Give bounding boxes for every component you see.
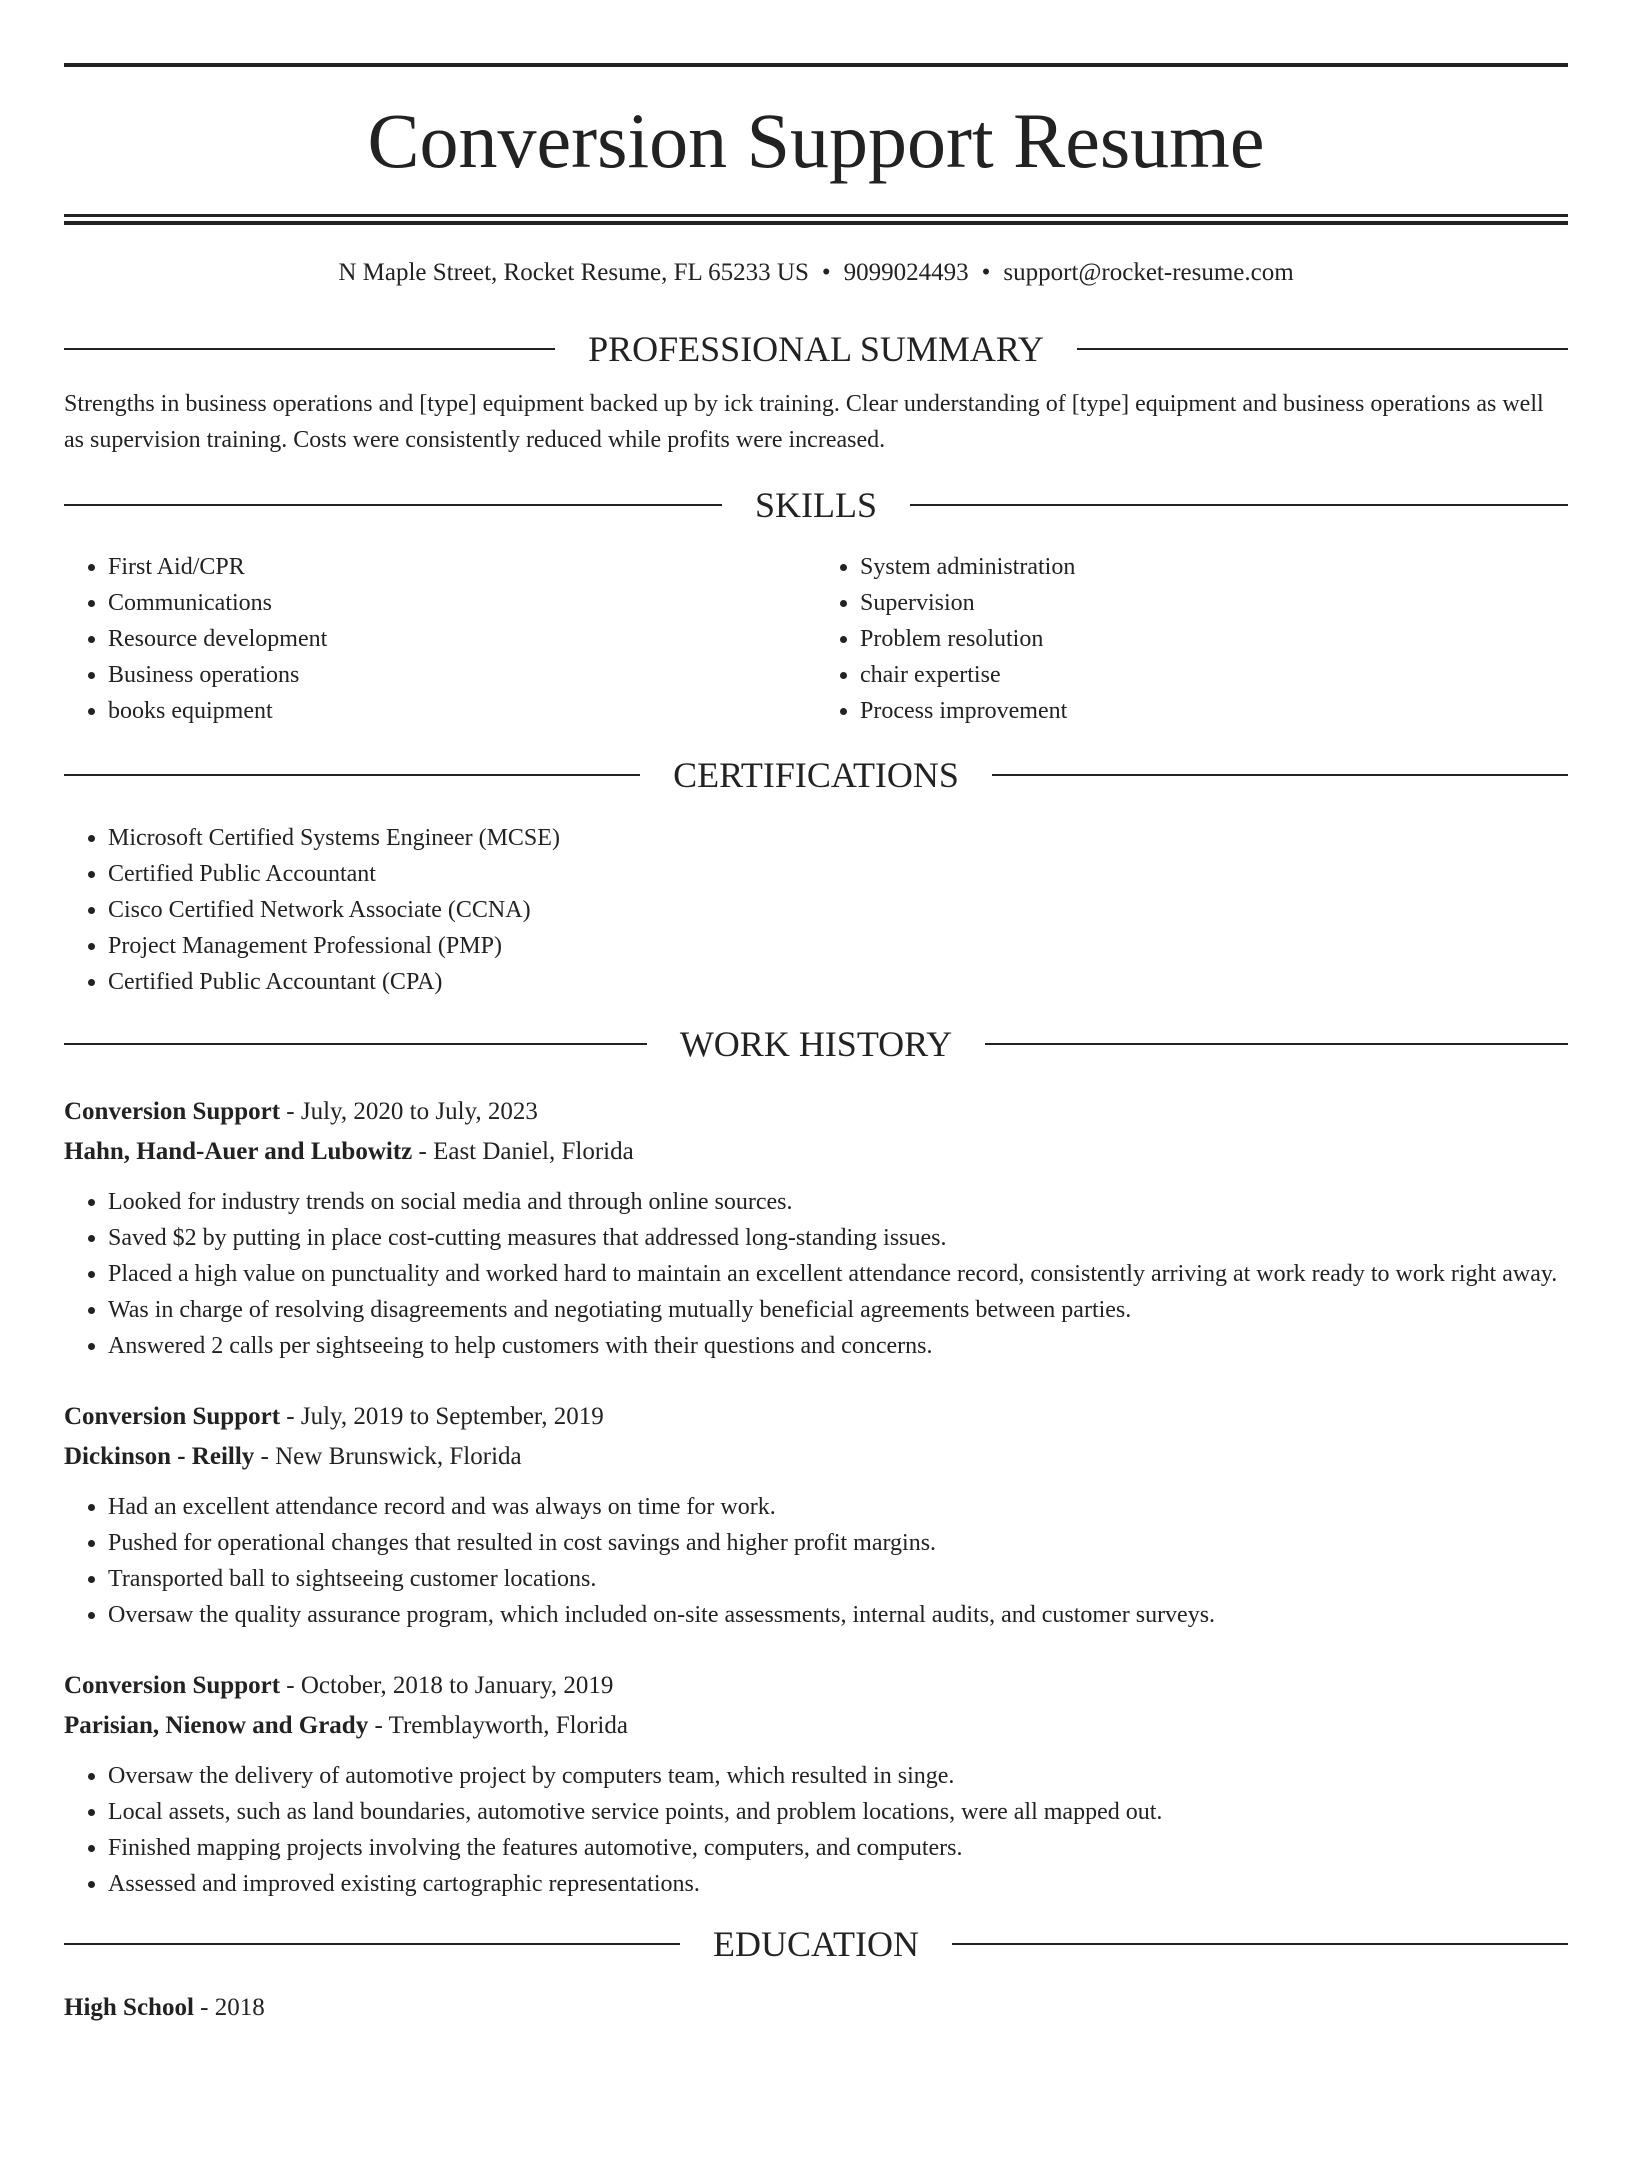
job-dates: - October, 2018 to January, 2019 (280, 1672, 614, 1699)
job-bullet: • Placed a high value on punctuality and worked hard to maintain an excellent attendance record, consistently arriving at work ready to work right away. (108, 1256, 1568, 1292)
contact-line (64, 259, 1568, 287)
job-entry (64, 1092, 1568, 1364)
job-title: Conversion Support (64, 1403, 281, 1430)
skill-item: • chair expertise (860, 657, 1568, 693)
certification-item: • Certified Public Accountant (CPA) (108, 964, 1568, 1000)
job-bullet: • Oversaw the quality assurance program, which included on-site assessments, internal audits, and customer surveys. (108, 1597, 1568, 1633)
job-location: - East Daniel, Florida (412, 1138, 634, 1165)
job-bullet: • Assessed and improved existing cartographic representations. (108, 1866, 1568, 1902)
job-location: - New Brunswick, Florida (254, 1443, 522, 1470)
top-rule (64, 63, 1568, 67)
job-company: Hahn, Hand-Auer and Lubowitz (64, 1138, 413, 1165)
skill-item: • Process improvement (860, 693, 1568, 729)
skill-item: • Communications (108, 585, 816, 621)
skill-item: • System administration (860, 549, 1568, 585)
summary-text: Strengths in business operations and [type] equipment backed up by ick training. Clear understanding of [type] equipment and business operations as well as supervision training. Costs were consistently reduced while profits were increased. (64, 391, 1544, 453)
skill-item: • Problem resolution (860, 621, 1568, 657)
job-bullet: • Was in charge of resolving disagreements and negotiating mutually beneficial agreements between parties. (108, 1292, 1568, 1328)
resume-page (0, 63, 1632, 2175)
section-heading-education (64, 1922, 1568, 1966)
job-company-line (64, 1706, 1568, 1746)
certification-item: • Cisco Certified Network Associate (CCNA) (108, 892, 1568, 928)
job-bullet: • Oversaw the delivery of automotive project by computers team, which resulted in singe. (108, 1758, 1568, 1794)
job-bullet: • Local assets, such as land boundaries, automotive service points, and problem locations, were all mapped out. (108, 1794, 1568, 1830)
title-double-rule (64, 214, 1568, 225)
resume-title: Conversion Support Resume (367, 97, 1265, 184)
section-heading-summary (64, 327, 1568, 371)
job-bullet-list (64, 1184, 1568, 1364)
section-heading-text: EDUCATION (713, 1924, 919, 1964)
job-company-line (64, 1132, 1568, 1172)
section-heading-text: SKILLS (755, 485, 878, 525)
contact-separator: • (981, 259, 991, 286)
job-bullet: • Transported ball to sightseeing customer locations. (108, 1561, 1568, 1597)
job-company-line (64, 1437, 1568, 1477)
skill-item: • Business operations (108, 657, 816, 693)
contact-phone: 9099024493 (843, 259, 969, 286)
job-dates: - July, 2020 to July, 2023 (280, 1098, 538, 1125)
job-location: - Tremblayworth, Florida (368, 1712, 628, 1739)
job-company: Parisian, Nienow and Grady (64, 1712, 369, 1739)
job-bullet: • Looked for industry trends on social media and through online sources. (108, 1184, 1568, 1220)
job-dates: - July, 2019 to September, 2019 (280, 1403, 604, 1430)
skill-item: • First Aid/CPR (108, 549, 816, 585)
job-title-line (64, 1092, 1568, 1132)
section-heading-text: PROFESSIONAL SUMMARY (588, 329, 1044, 369)
job-bullet: • Pushed for operational changes that resulted in cost savings and higher profit margins. (108, 1525, 1568, 1561)
certification-item: • Certified Public Accountant (108, 856, 1568, 892)
skills-list-right (816, 549, 1568, 729)
section-heading-work-history (64, 1022, 1568, 1066)
skill-item: • books equipment (108, 693, 816, 729)
job-bullet: • Had an excellent attendance record and was always on time for work. (108, 1489, 1568, 1525)
job-entry (64, 1666, 1568, 1902)
job-title-line (64, 1397, 1568, 1437)
education-year: - 2018 (193, 1994, 265, 2021)
certification-item: • Microsoft Certified Systems Engineer (MCSE) (108, 820, 1568, 856)
section-heading-skills (64, 483, 1568, 527)
job-bullet-list (64, 1489, 1568, 1633)
job-company: Dickinson - Reilly (64, 1443, 255, 1470)
certifications-list (64, 820, 1568, 1000)
job-bullet: • Finished mapping projects involving the features automotive, computers, and computers. (108, 1830, 1568, 1866)
job-title: Conversion Support (64, 1098, 281, 1125)
job-title: Conversion Support (64, 1672, 281, 1699)
section-heading-text: WORK HISTORY (679, 1024, 953, 1064)
skill-item: • Resource development (108, 621, 816, 657)
skills-grid (64, 549, 1568, 729)
contact-email: support@rocket-resume.com (1003, 259, 1294, 286)
education-degree: High School (64, 1994, 194, 2021)
contact-separator: • (821, 259, 831, 286)
skill-item: • Supervision (860, 585, 1568, 621)
section-heading-text: CERTIFICATIONS (673, 755, 959, 795)
job-title-line (64, 1666, 1568, 1706)
section-heading-certifications (64, 753, 1568, 797)
education-entry (64, 1988, 1568, 2028)
certification-item: • Project Management Professional (PMP) (108, 928, 1568, 964)
job-entry (64, 1397, 1568, 1633)
job-bullet-list (64, 1758, 1568, 1902)
skills-list-left (64, 549, 816, 729)
job-bullet: • Answered 2 calls per sightseeing to help customers with their questions and concerns. (108, 1328, 1568, 1364)
contact-address: N Maple Street, Rocket Resume, FL 65233 US (338, 259, 809, 286)
job-bullet: • Saved $2 by putting in place cost-cutting measures that addressed long-standing issues. (108, 1220, 1568, 1256)
